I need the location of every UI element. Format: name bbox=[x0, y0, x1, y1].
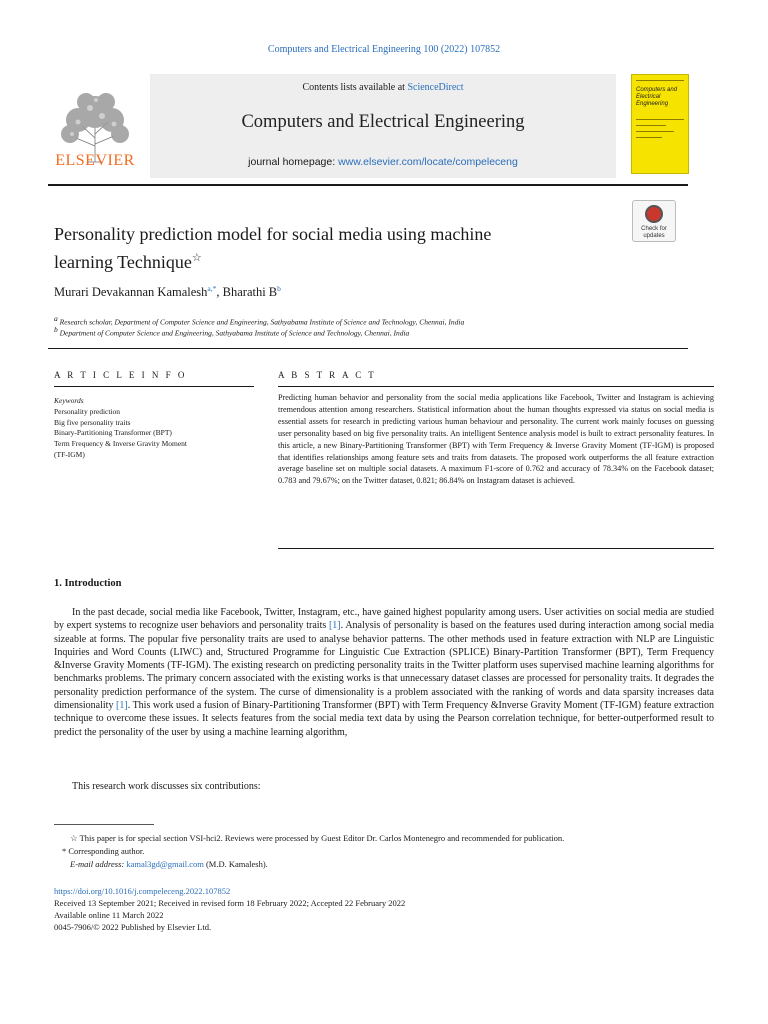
abstract-text: Predicting human behavior and personality from the social media applications like Facebook, Twitter and Instagram is achieving tremendous attention among researchers. Statistical information about the human thoughts expressed via status on social media is essential assets for research in predicting various human behaviour and personality. The current work mainly focuses on guessing user personality based on big five personality traits. An intelligent Sentence analysis model is built to extract personality features. In this article, a new Binary-Partitioning Transformer (BPT) with Term Frequency & Inverse Gravity Moment (TF-IGM) is proposed that identifies relationships among feature sets and traits from datasets. The proposed work outperforms the all feature extraction average baseline set on multiple social datasets. A maximum F1-score of 0.762 and accuracy of 78.34% on the Facebook dataset; 0.783 and 79.67%; on the Twitter dataset, 0.821; 86.84% on Instagram dataset is achieved. bbox=[278, 393, 714, 486]
footnote-email bbox=[54, 858, 268, 870]
journal-title: Computers and Electrical Engineering bbox=[241, 112, 525, 132]
copyright-line: 0045-7906/© 2022 Published by Elsevier Ltd. bbox=[54, 922, 212, 932]
author-affiliation-mark[interactable]: b bbox=[277, 284, 281, 293]
keyword-item: Big five personality traits bbox=[54, 417, 131, 427]
sciencedirect-link[interactable]: ScienceDirect bbox=[407, 82, 464, 93]
keyword-item: Binary-Partitioning Transformer (BPT) bbox=[54, 428, 172, 438]
keywords-label: Keywords bbox=[54, 396, 84, 405]
footnote-divider bbox=[54, 824, 154, 825]
journal-reference[interactable]: Computers and Electrical Engineering 100 (2022) 107852 bbox=[267, 44, 501, 55]
footnote-mark: ☆ bbox=[70, 833, 78, 843]
contents-line bbox=[150, 82, 616, 93]
paragraph-text: . Analysis of personality is based on the features used during interaction among social media sizeable at forms. The popular five personality traits are used to analyse behavior patterns. The other methods used in feature extraction with NLP are Linguistic Inquiries and Word Counts (LIWC) and, Structured Programme for Linguistic Cue Extraction (SPLICE) Binary-Partition Transformer (BPT), Term Frequency &Inverse Gravity Moments (TF-IGM). The existing research on predicting personality traits in the Twitter platform uses supervised machine learning algorithms for benchmarks problems. The primary concern associated with the existing works is that unnecessary dataset classes are processed for personality traits. It degrades the personality prediction performance of the system. The curse of dimensionality is a problem associated with the ranking of words and data sparsity increases data dimensionality bbox=[54, 620, 714, 712]
section-heading-introduction: 1. Introduction bbox=[54, 578, 122, 589]
check-for-updates-button[interactable] bbox=[632, 200, 676, 242]
cover-rule bbox=[636, 80, 684, 81]
cover-title-line1: Computers bbox=[636, 87, 666, 93]
footnote-mark: * bbox=[62, 846, 67, 856]
doi-link[interactable]: https://doi.org/10.1016/j.compeleceng.2022.107852 bbox=[54, 886, 231, 896]
cover-title-line2: and bbox=[667, 87, 678, 93]
author-list bbox=[54, 284, 281, 300]
cover-rule bbox=[636, 125, 666, 126]
affiliation-divider bbox=[48, 348, 688, 349]
footnote-special-section bbox=[54, 832, 564, 844]
abstract-rule bbox=[278, 386, 714, 387]
homepage-prefix: journal homepage: bbox=[248, 156, 339, 168]
keywords-block bbox=[54, 396, 254, 461]
contents-prefix: Contents lists available at bbox=[302, 82, 408, 93]
contributions-intro-paragraph: This research work discusses six contributions: bbox=[72, 781, 261, 792]
check-updates-icon bbox=[645, 205, 663, 223]
affiliation-mark: a bbox=[54, 314, 58, 323]
keyword-item: Term Frequency & Inverse Gravity Moment bbox=[54, 439, 187, 449]
citation-link[interactable]: [1] bbox=[328, 620, 341, 632]
affiliation-b bbox=[54, 325, 409, 338]
cover-rule bbox=[636, 131, 674, 132]
title-footnote-mark[interactable]: ☆ bbox=[191, 252, 202, 264]
abstract-heading: A B S T R A C T bbox=[278, 370, 377, 380]
elsevier-wordmark: ELSEVIER bbox=[55, 152, 135, 169]
available-online-date: Available online 11 March 2022 bbox=[54, 910, 164, 920]
affiliation-text: Department of Computer Science and Engineering, Sathyabama Institute of Science and Technology, Chennai, India bbox=[59, 328, 410, 338]
article-info-rule bbox=[54, 386, 254, 387]
cover-rule bbox=[636, 119, 684, 120]
footnote-text: This paper is for special section VSI-hci2. Reviews were processed by Guest Editor Dr. Carlos Montenegro and recommended for publication. bbox=[79, 833, 565, 843]
footnote-corresponding bbox=[54, 845, 144, 857]
author-separator: , bbox=[216, 285, 223, 300]
received-dates: Received 13 September 2021; Received in revised form 18 February 2022; Accepted 22 February 2022 bbox=[54, 898, 406, 908]
journal-cover-thumbnail[interactable] bbox=[631, 74, 689, 174]
email-link[interactable]: kamal3gd@gmail.com bbox=[126, 859, 204, 869]
cover-title-line3: Electrical Engineering bbox=[636, 94, 669, 107]
homepage-link[interactable]: www.elsevier.com/locate/compeleceng bbox=[338, 156, 518, 168]
author-affiliation-mark[interactable]: a,* bbox=[207, 284, 217, 293]
paper-title-line1: Personality prediction model for social media using machine bbox=[54, 224, 492, 244]
email-suffix: (M.D. Kamalesh). bbox=[203, 859, 268, 869]
keyword-item: (TF-IGM) bbox=[54, 449, 85, 459]
check-updates-line2: updates bbox=[643, 232, 665, 239]
check-updates-line1: Check for bbox=[641, 226, 667, 232]
check-updates-label bbox=[633, 226, 675, 239]
journal-homepage bbox=[150, 156, 616, 168]
affiliation-mark: b bbox=[54, 325, 58, 334]
paragraph-text: In the past decade, social media like Facebook, Twitter, Instagram, etc., have gained highest popularity among users. User activities on social media are studied by expert systems to recognize user behaviors and personality traits bbox=[54, 607, 714, 632]
header-divider bbox=[48, 184, 688, 186]
keyword-item: Personality prediction bbox=[54, 406, 121, 416]
cover-title bbox=[636, 87, 686, 108]
citation-link[interactable]: [1] bbox=[116, 700, 128, 712]
author-name[interactable]: Bharathi B bbox=[222, 285, 278, 300]
article-info-heading: A R T I C L E I N F O bbox=[54, 370, 187, 380]
introduction-paragraph bbox=[54, 606, 714, 739]
paper-title bbox=[54, 222, 594, 274]
cover-rule bbox=[636, 137, 662, 138]
email-label: E-mail address: bbox=[70, 859, 127, 869]
paragraph-text: . This work used a fusion of Binary-Partitioning Transformer (BPT) with Term Frequency &Inverse Gravity Moment (TF-IGM) feature extraction technique to overcome these issues. It selects features from the social media text data by using the Pearson correlation technique, for better-outperformed result to predict the personality of the user by using a machine learning algorithm, bbox=[54, 700, 714, 738]
footnote-text: Corresponding author. bbox=[68, 846, 145, 856]
paper-title-line2: learning Technique bbox=[54, 252, 192, 272]
author-name[interactable]: Murari Devakannan Kamalesh bbox=[54, 285, 208, 300]
affiliation-text: Research scholar, Department of Computer Science and Engineering, Sathyabama Institute of Science and Technology, Chennai, India bbox=[59, 317, 465, 327]
abstract-bottom-rule bbox=[278, 548, 714, 549]
